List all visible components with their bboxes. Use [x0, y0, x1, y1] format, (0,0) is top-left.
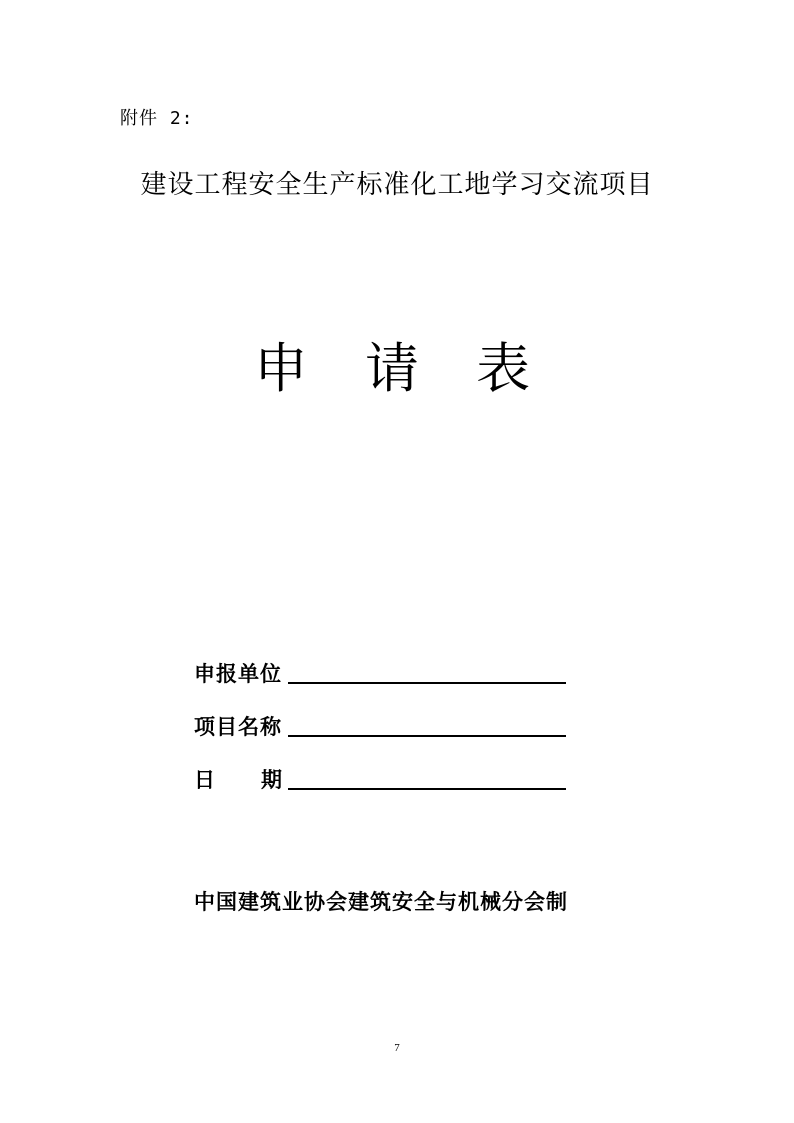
date-blank-line[interactable] — [288, 788, 566, 790]
document-subtitle: 建设工程安全生产标准化工地学习交流项目 — [140, 170, 654, 200]
field-label-project-name: 项目名称 — [194, 715, 282, 739]
field-label-applicant-unit: 申报单位 — [194, 662, 282, 686]
form-field-date — [194, 762, 566, 792]
form-field-applicant-unit — [194, 656, 566, 686]
page-title: 申 请 表 — [253, 337, 551, 400]
project-name-blank-line[interactable] — [288, 735, 566, 737]
form-field-project-name — [194, 709, 566, 739]
field-label-date: 日期 — [194, 768, 328, 792]
issuing-organization: 中国建筑业协会建筑安全与机械分会制 — [194, 890, 568, 914]
page-number: 7 — [394, 1042, 400, 1054]
applicant-unit-blank-line[interactable] — [288, 682, 566, 684]
annex-label: 附件 2: — [120, 108, 194, 129]
